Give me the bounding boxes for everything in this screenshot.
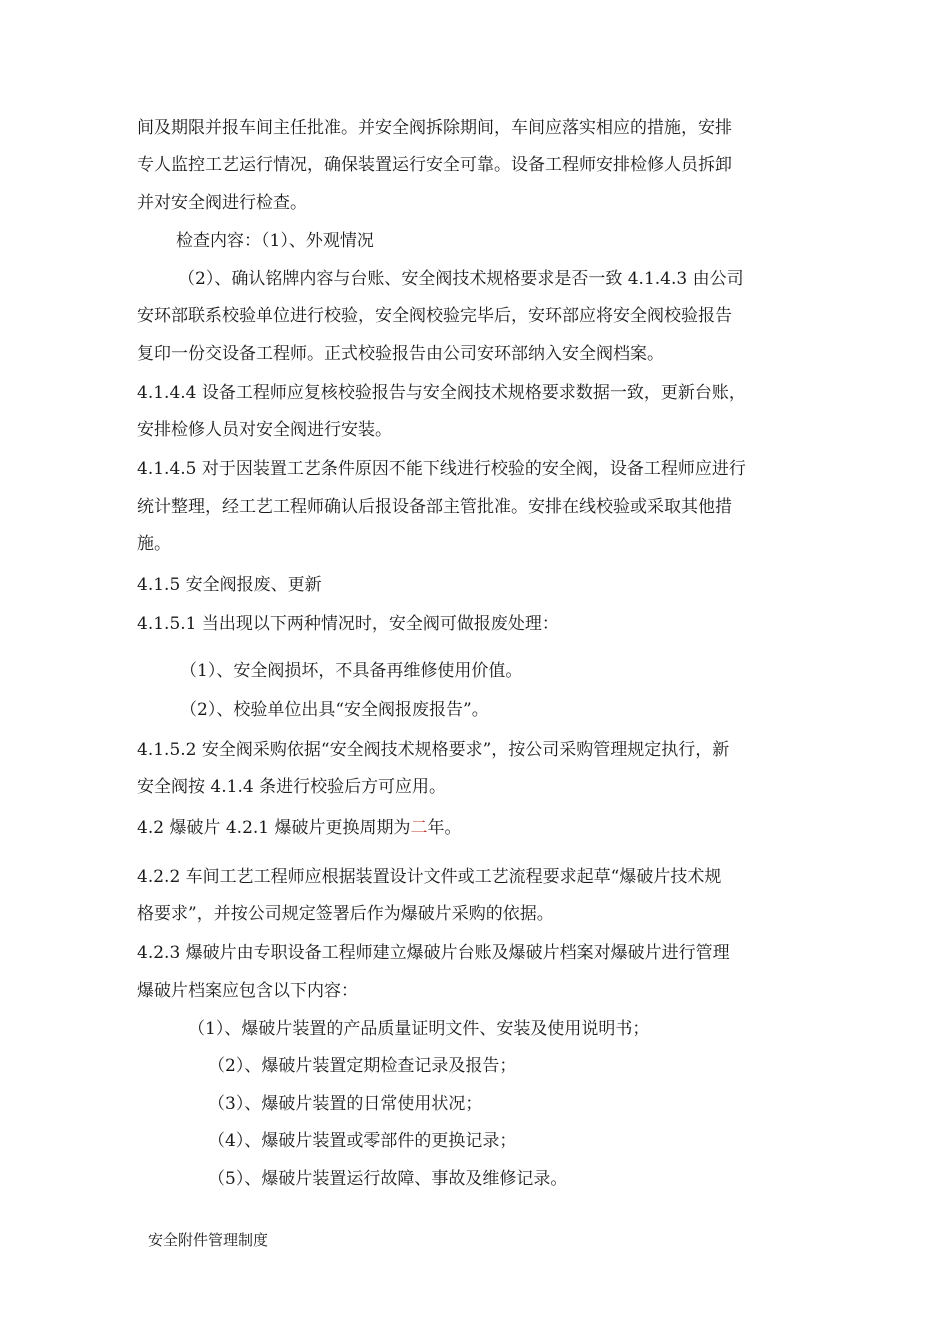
paragraph-line: 4.1.4.4 设备工程师应复核校验报告与安全阀技术规格要求数据一致，更新台账， (137, 383, 746, 403)
paragraph-line: 4.2.3 爆破片由专职设备工程师建立爆破片台账及爆破片档案对爆破片进行管理 (137, 943, 730, 963)
paragraph-line: 间及期限并报车间主任批准。并安全阀拆除期间，车间应落实相应的措施，安排 (137, 118, 732, 138)
page-footer: 安全附件管理制度 (148, 1231, 269, 1249)
paragraph-line: 专人监控工艺运行情况，确保装置运行安全可靠。设备工程师安排检修人员拆卸 (137, 155, 732, 175)
paragraph-line: 检查内容：（1）、外观情况 (176, 231, 374, 251)
paragraph-line: 爆破片档案应包含以下内容： (137, 981, 358, 1001)
highlighted-number: 二 (410, 818, 428, 838)
list-item: （4）、爆破片装置或零部件的更换记录； (208, 1131, 517, 1151)
line-suffix: 年。 (427, 818, 462, 838)
paragraph-line: 施。 (137, 534, 171, 554)
paragraph-line: 安环部联系校验单位进行校验，安全阀校验完毕后，安环部应将安全阀校验报告 (137, 306, 732, 326)
paragraph-line: 复印一份交设备工程师。正式校验报告由公司安环部纳入安全阀档案。 (137, 344, 664, 364)
paragraph-line: （2）、确认铭牌内容与台账、安全阀技术规格要求是否一致 4.1.4.3 由公司 (178, 269, 744, 289)
paragraph-line: 安全阀按 4.1.4 条进行校验后方可应用。 (137, 777, 447, 797)
paragraph-line: 并对安全阀进行检查。 (137, 193, 307, 213)
paragraph-line: 4.1.5.2 安全阀采购依据“安全阀技术规格要求”，按公司采购管理规定执行，新 (137, 740, 730, 760)
section-heading-burst-disc (137, 817, 462, 839)
list-item: （1）、安全阀损坏，不具备再维修使用价值。 (180, 661, 523, 681)
paragraph-line: 4.2.2 车间工艺工程师应根据装置设计文件或工艺流程要求起草“爆破片技术规 (137, 867, 722, 887)
paragraph-line: 安排检修人员对安全阀进行安装。 (137, 420, 392, 440)
paragraph-line: 4.1.5.1 当出现以下两种情况时，安全阀可做报废处理： (137, 614, 559, 634)
list-item: （1）、爆破片装置的产品质量证明文件、安装及使用说明书； (188, 1019, 650, 1039)
list-item: （2）、校验单位出具“安全阀报废报告”。 (180, 700, 489, 720)
paragraph-line: 统计整理，经工艺工程师确认后报设备部主管批准。安排在线校验或采取其他措 (137, 497, 732, 517)
list-item: （2）、爆破片装置定期检查记录及报告； (208, 1056, 517, 1076)
section-heading: 4.1.5 安全阀报废、更新 (137, 575, 322, 595)
paragraph-line: 格要求”，并按公司规定签署后作为爆破片采购的依据。 (137, 904, 554, 924)
list-item: （5）、爆破片装置运行故障、事故及维修记录。 (208, 1169, 568, 1189)
paragraph-line: 4.1.4.5 对于因装置工艺条件原因不能下线进行校验的安全阀，设备工程师应进行 (137, 459, 746, 479)
line-prefix: 4.2 爆破片 4.2.1 爆破片更换周期为 (137, 818, 411, 838)
list-item: （3）、爆破片装置的日常使用状况； (208, 1094, 483, 1114)
